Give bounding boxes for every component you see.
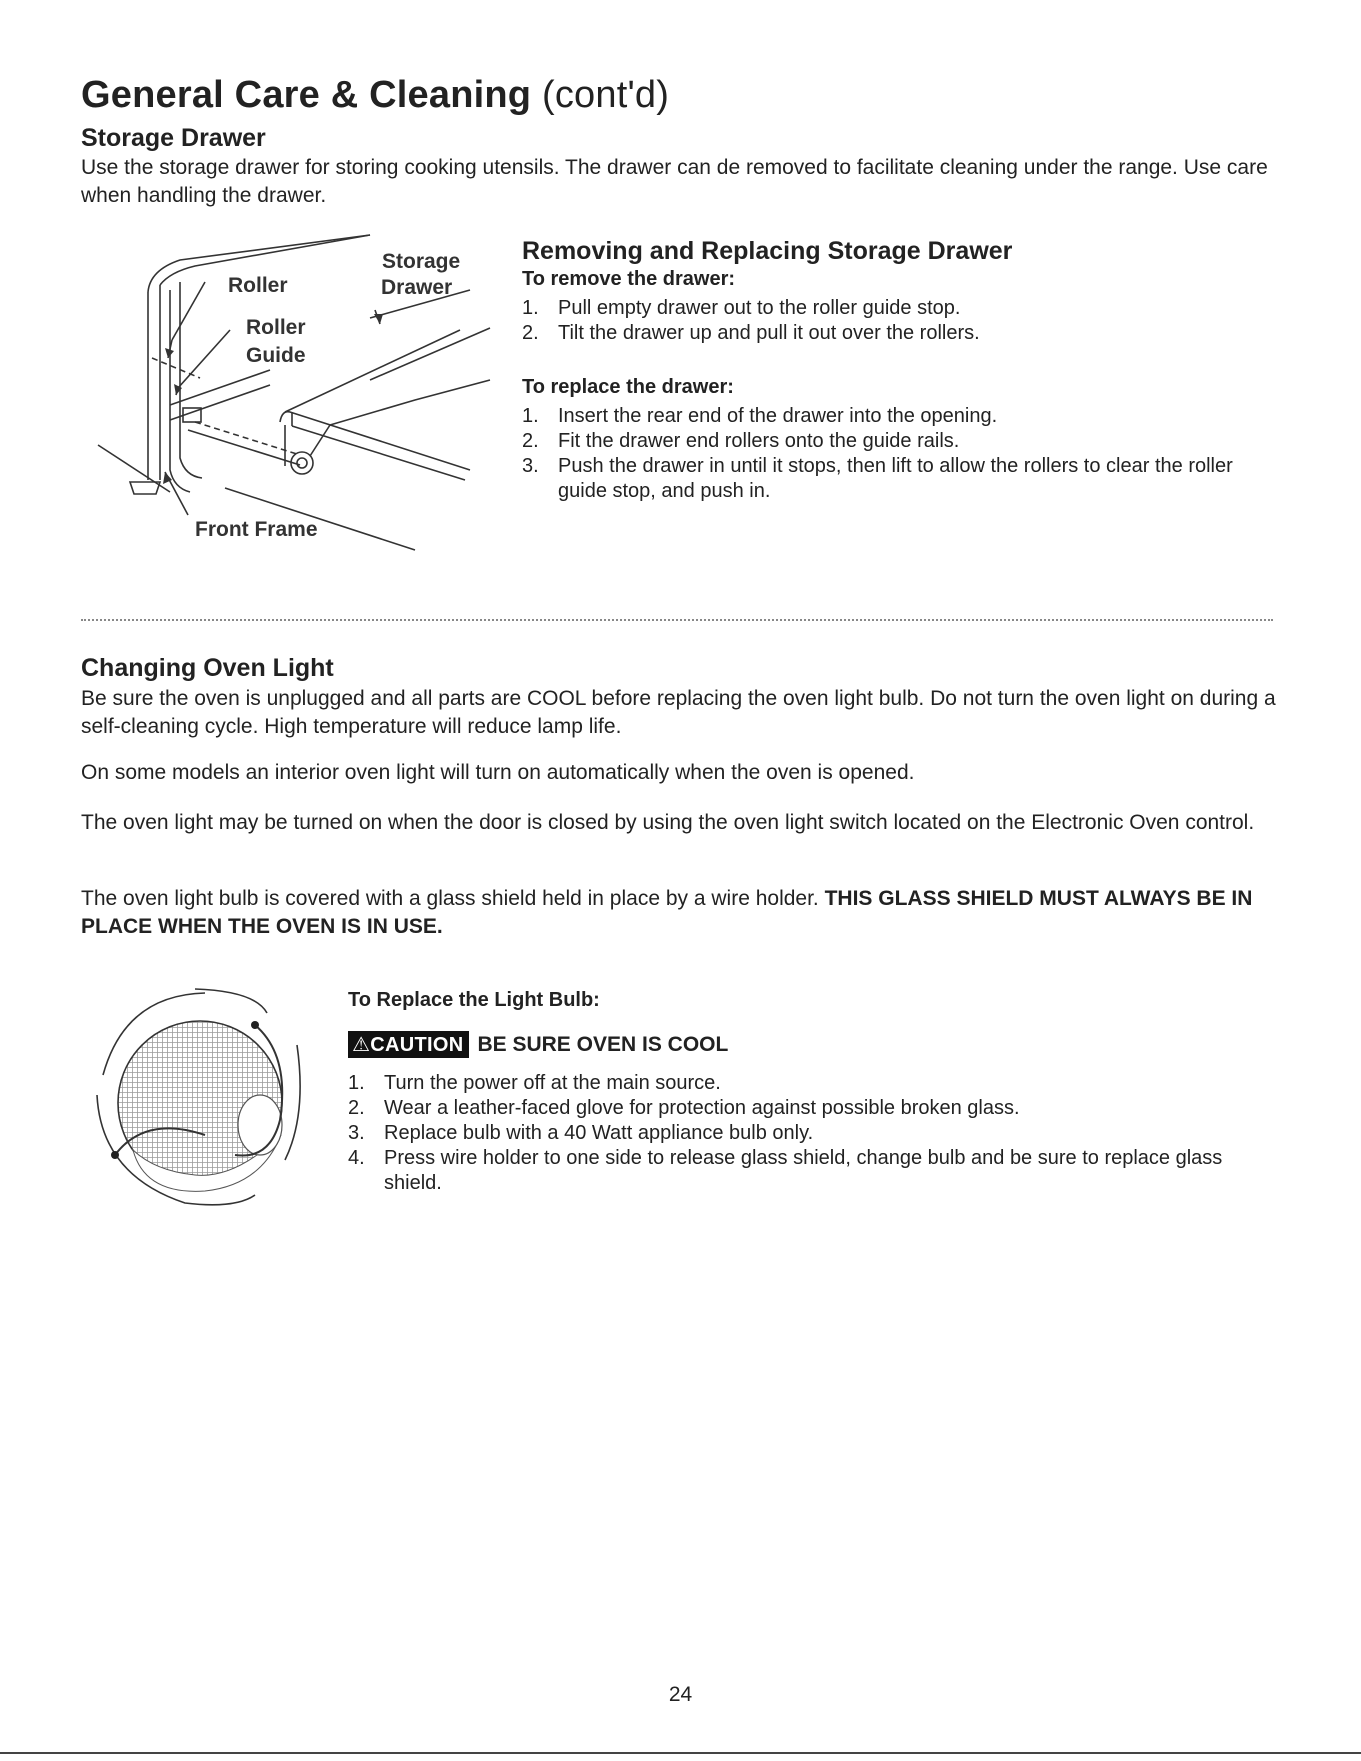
replace-step-2: 2. Fit the drawer end rollers onto the guide rails. — [522, 430, 960, 452]
storage-drawer-intro: Use the storage drawer for storing cooking utensils. The drawer can de removed to facilitate cleaning under the range. Use care when handling the drawer. — [81, 156, 1268, 207]
oven-light-paragraph-4 — [81, 885, 1281, 941]
light-bulb-illustration — [85, 985, 315, 1215]
page-title — [81, 74, 669, 117]
caution-badge-label: CAUTION — [370, 1034, 464, 1056]
diagram-label-front-frame: Front Frame — [195, 518, 318, 541]
page-bottom-rule — [0, 1752, 1361, 1754]
oven-light-paragraph-4-text: The oven light bulb is covered with a glass shield held in place by a wire holder. — [81, 887, 825, 910]
page-title-main: General Care & Cleaning — [81, 74, 532, 116]
bulb-step-1: 1. Turn the power off at the main source. — [348, 1072, 721, 1094]
diagram-label-roller-guide-line2: Guide — [246, 344, 306, 367]
diagram-label-roller-guide-line1: Roller — [246, 316, 306, 339]
remove-step-1: 1. Pull empty drawer out to the roller guide stop. — [522, 297, 961, 319]
caution-text: BE SURE OVEN IS COOL — [477, 1033, 729, 1056]
storage-drawer-heading: Storage Drawer — [81, 124, 266, 152]
remove-drawer-steps — [522, 296, 1262, 346]
remove-step-2: 2. Tilt the drawer up and pull it out over the rollers. — [522, 322, 980, 344]
warning-triangle-icon: ⚠ — [352, 1034, 371, 1056]
remove-drawer-subheading: To remove the drawer: — [522, 268, 736, 290]
section-divider — [81, 619, 1273, 621]
replace-step-1: 1. Insert the rear end of the drawer into the opening. — [522, 405, 998, 427]
light-bulb-diagram — [85, 985, 315, 1215]
bulb-step-3: 3. Replace bulb with a 40 Watt appliance bulb only. — [348, 1122, 814, 1144]
oven-light-warning-text: THIS GLASS SHIELD MUST ALWAYS BE IN PLACE WHEN THE OVEN IS IN USE. — [81, 887, 1253, 938]
replace-bulb-subheading: To Replace the Light Bulb: — [348, 989, 600, 1011]
replace-drawer-steps — [522, 404, 1262, 504]
caution-banner — [348, 1031, 728, 1058]
oven-light-paragraph-3: The oven light may be turned on when the door is closed by using the oven light switch located on the Electronic Oven control. — [81, 811, 1255, 834]
page-number: 24 — [668, 1683, 693, 1706]
oven-light-heading: Changing Oven Light — [81, 654, 334, 682]
bulb-step-2: 2. Wear a leather-faced glove for protection against possible broken glass. — [348, 1097, 1020, 1119]
replace-step-3: 3. Push the drawer in until it stops, then lift to allow the rollers to clear the roller guide stop, and push in. — [522, 455, 1233, 502]
storage-drawer-diagram — [70, 230, 500, 560]
caution-badge — [348, 1031, 469, 1058]
oven-light-paragraph-1: Be sure the oven is unplugged and all parts are COOL before replacing the oven light bulb. Do not turn the oven light on during a self-cleaning cycle. High temperature will reduce lamp life. — [81, 687, 1276, 738]
replace-bulb-steps — [348, 1071, 1248, 1196]
bulb-step-4: 4. Press wire holder to one side to release glass shield, change bulb and be sure to replace glass shield. — [348, 1147, 1223, 1194]
oven-light-paragraph-2: On some models an interior oven light will turn on automatically when the oven is opened. — [81, 761, 915, 784]
diagram-label-drawer: Drawer — [381, 276, 453, 299]
removing-replacing-heading: Removing and Replacing Storage Drawer — [522, 237, 1013, 265]
replace-drawer-subheading: To replace the drawer: — [522, 376, 734, 398]
diagram-label-roller: Roller — [228, 274, 288, 297]
diagram-label-storage: Storage — [382, 250, 461, 273]
page-title-suffix: (cont'd) — [541, 74, 670, 116]
